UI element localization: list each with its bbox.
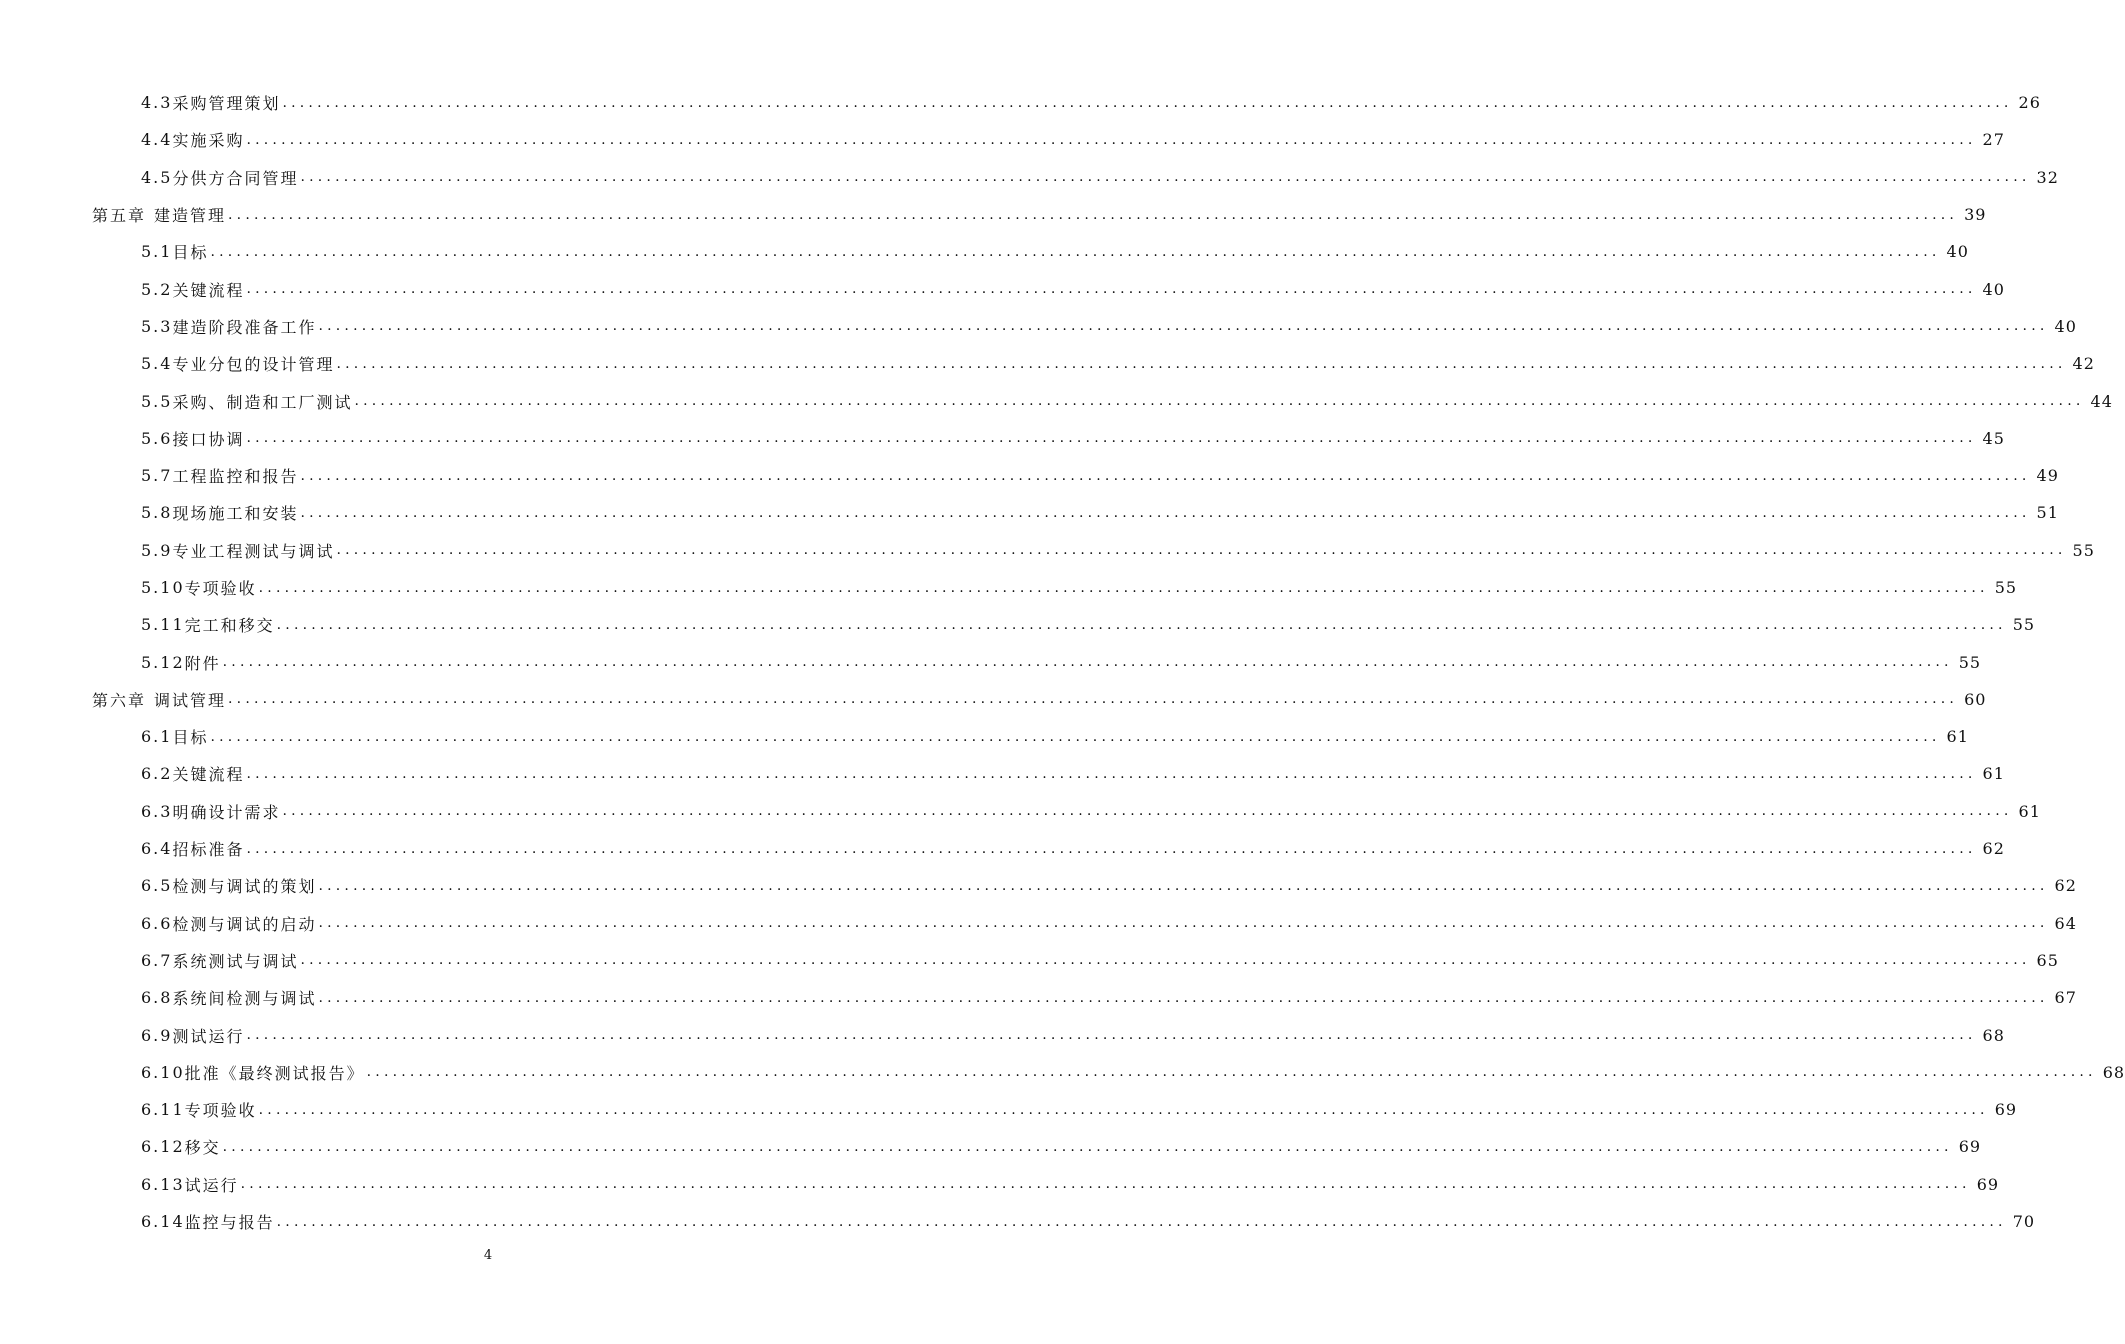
toc-dot-leader: ........................................................................................................................................................................................................ xyxy=(258,579,1989,596)
toc-entry-title: 检测与调试的启动 xyxy=(172,914,317,934)
toc-entry-number: 6.9 xyxy=(141,1025,173,1045)
toc-entry-page: 70 xyxy=(2012,1212,2036,1232)
toc-entry-page: 67 xyxy=(2054,988,2077,1008)
toc-entry-page: 44 xyxy=(2090,391,2113,411)
toc-entry-number: 6.14 xyxy=(141,1212,185,1232)
toc-entry-title: 附件 xyxy=(184,653,221,673)
toc-dot-leader: ........................................................................................................................................................................................................ xyxy=(240,1176,1971,1193)
toc-entry-title: 接口协调 xyxy=(172,429,245,449)
toc-entry-number: 6.1 xyxy=(141,727,173,747)
toc-dot-leader: ........................................................................................................................................................................................................ xyxy=(228,691,1959,708)
page-number: 4 xyxy=(483,1248,493,1263)
toc-dot-leader: ........................................................................................................................................................................................................ xyxy=(246,765,1977,782)
toc-entry-page: 55 xyxy=(2072,540,2095,560)
toc-entry-page: 55 xyxy=(1994,578,2018,597)
toc-dot-leader: ........................................................................................................................................................................................................ xyxy=(222,1138,1953,1155)
toc-entry-page: 55 xyxy=(1958,652,1982,672)
toc-entry-number: 5.7 xyxy=(141,466,173,486)
toc-dot-leader: ........................................................................................................................................................................................................ xyxy=(222,654,1953,671)
toc-entry-title: 采购、制造和工厂测试 xyxy=(172,392,353,412)
toc-entry-number: 4.5 xyxy=(141,167,173,187)
toc-entry-number: 6.12 xyxy=(141,1137,185,1157)
toc-entry-page: 61 xyxy=(2018,801,2041,821)
toc-section-entry[interactable] xyxy=(0,270,2005,307)
toc-dot-leader: ........................................................................................................................................................................................................ xyxy=(246,840,1977,857)
toc-section-entry[interactable] xyxy=(0,1128,1982,1165)
toc-entry-number: 5.1 xyxy=(141,242,173,262)
toc-entry-number: 6.4 xyxy=(141,839,173,859)
toc-section-entry[interactable] xyxy=(0,1054,2125,1091)
toc-entry-number: 6.13 xyxy=(141,1174,185,1194)
toc-dot-leader: ........................................................................................................................................................................................................ xyxy=(300,169,2031,186)
toc-section-entry[interactable] xyxy=(0,420,2005,457)
toc-entry-number: 第五章 xyxy=(92,206,147,226)
toc-entry-title: 监控与报告 xyxy=(184,1213,275,1233)
toc-entry-number: 6.11 xyxy=(141,1100,185,1120)
toc-section-entry[interactable] xyxy=(0,121,2005,158)
toc-section-entry[interactable] xyxy=(0,643,1982,680)
toc-entry-title: 实施采购 xyxy=(172,131,245,151)
toc-chapter-entry[interactable] xyxy=(0,196,1987,233)
toc-dot-leader: ........................................................................................................................................................................................................ xyxy=(336,355,2067,372)
toc-entry-number: 5.4 xyxy=(141,354,173,374)
toc-entry-page: 40 xyxy=(1946,242,1969,262)
toc-dot-leader: ........................................................................................................................................................................................................ xyxy=(318,318,2049,335)
toc-dot-leader: ........................................................................................................................................................................................................ xyxy=(276,1213,2007,1230)
toc-entry-title: 移交 xyxy=(184,1138,221,1158)
toc-entry-page: 62 xyxy=(2054,876,2077,896)
toc-dot-leader: ........................................................................................................................................................................................................ xyxy=(300,952,2031,969)
toc-entry-page: 26 xyxy=(2018,93,2041,113)
toc-dot-leader: ........................................................................................................................................................................................................ xyxy=(276,616,2007,633)
toc-entry-page: 51 xyxy=(2036,503,2059,523)
toc-section-entry[interactable] xyxy=(0,1016,2005,1053)
toc-section-entry[interactable] xyxy=(0,830,2005,867)
toc-entry-number: 5.11 xyxy=(141,615,185,635)
table-of-contents xyxy=(0,84,2125,1240)
toc-section-entry[interactable] xyxy=(0,457,2059,494)
toc-dot-leader: ........................................................................................................................................................................................................ xyxy=(300,504,2031,521)
toc-dot-leader: ........................................................................................................................................................................................................ xyxy=(354,393,2085,410)
toc-entry-page: 64 xyxy=(2054,913,2077,933)
toc-entry-title: 系统测试与调试 xyxy=(172,951,299,971)
toc-entry-page: 45 xyxy=(1982,428,2005,448)
toc-entry-number: 5.3 xyxy=(141,316,173,336)
toc-entry-page: 55 xyxy=(2012,615,2036,635)
toc-section-entry[interactable] xyxy=(0,867,2077,904)
toc-entry-number: 4.3 xyxy=(141,93,173,113)
toc-section-entry[interactable] xyxy=(0,718,1969,755)
toc-chapter-entry[interactable] xyxy=(0,681,1987,718)
toc-section-entry[interactable] xyxy=(0,793,2041,830)
toc-entry-title: 工程监控和报告 xyxy=(172,467,299,487)
toc-section-entry[interactable] xyxy=(0,905,2077,942)
toc-entry-page: 61 xyxy=(1946,727,1969,747)
toc-entry-number: 6.3 xyxy=(141,801,173,821)
toc-entry-number: 5.6 xyxy=(141,428,173,448)
toc-entry-title: 目标 xyxy=(172,728,209,748)
toc-entry-page: 68 xyxy=(1982,1025,2005,1045)
toc-entry-number: 6.10 xyxy=(141,1062,185,1082)
toc-entry-page: 69 xyxy=(1994,1100,2018,1120)
toc-entry-page: 69 xyxy=(1958,1137,1982,1157)
toc-entry-page: 62 xyxy=(1982,839,2005,859)
toc-dot-leader: ........................................................................................................................................................................................................ xyxy=(336,542,2067,559)
toc-entry-number: 6.7 xyxy=(141,950,173,970)
toc-section-entry[interactable] xyxy=(0,345,2095,382)
toc-entry-page: 32 xyxy=(2036,167,2059,187)
toc-entry-number: 6.8 xyxy=(141,988,173,1008)
toc-dot-leader: ........................................................................................................................................................................................................ xyxy=(210,243,1941,260)
toc-dot-leader: ........................................................................................................................................................................................................ xyxy=(228,206,1959,223)
toc-entry-title: 招标准备 xyxy=(172,840,245,860)
toc-dot-leader: ........................................................................................................................................................................................................ xyxy=(246,281,1977,298)
toc-section-entry[interactable] xyxy=(0,84,2041,121)
toc-dot-leader: ........................................................................................................................................................................................................ xyxy=(258,1101,1989,1118)
toc-entry-number: 5.10 xyxy=(141,578,185,597)
toc-entry-title: 检测与调试的策划 xyxy=(172,877,317,897)
toc-entry-page: 42 xyxy=(2072,354,2095,374)
toc-dot-leader: ........................................................................................................................................................................................................ xyxy=(246,1027,1977,1044)
toc-entry-title: 专业分包的设计管理 xyxy=(172,355,335,375)
toc-entry-page: 27 xyxy=(1982,130,2005,150)
toc-section-entry[interactable] xyxy=(0,494,2059,531)
toc-entry-number: 5.5 xyxy=(141,391,173,411)
toc-section-entry[interactable] xyxy=(0,979,2077,1016)
toc-entry-page: 40 xyxy=(2054,316,2077,336)
toc-entry-number: 6.6 xyxy=(141,913,173,933)
toc-entry-title: 系统间检测与调试 xyxy=(172,989,317,1009)
toc-dot-leader: ........................................................................................................................................................................................................ xyxy=(300,467,2031,484)
toc-entry-title: 调试管理 xyxy=(154,690,227,710)
toc-entry-title: 批准《最终测试报告》 xyxy=(184,1063,365,1083)
toc-entry-number: 5.9 xyxy=(141,540,173,560)
toc-entry-title: 测试运行 xyxy=(172,1026,245,1046)
toc-entry-page: 40 xyxy=(1982,279,2005,299)
toc-entry-title: 分供方合同管理 xyxy=(172,168,299,188)
toc-entry-title: 专项验收 xyxy=(184,1101,257,1121)
toc-section-entry[interactable] xyxy=(0,1203,2036,1240)
toc-section-entry[interactable] xyxy=(0,233,1969,270)
toc-entry-page: 68 xyxy=(2102,1062,2125,1082)
toc-dot-leader: ........................................................................................................................................................................................................ xyxy=(246,131,1977,148)
toc-section-entry[interactable] xyxy=(0,755,2005,792)
toc-dot-leader: ........................................................................................................................................................................................................ xyxy=(282,803,2013,820)
toc-entry-title: 目标 xyxy=(172,243,209,263)
toc-entry-title: 明确设计需求 xyxy=(172,802,281,822)
toc-entry-title: 专业工程测试与调试 xyxy=(172,541,335,561)
toc-entry-title: 采购管理策划 xyxy=(172,94,281,114)
toc-entry-number: 5.12 xyxy=(141,652,185,672)
toc-entry-number: 6.5 xyxy=(141,876,173,896)
toc-entry-title: 关键流程 xyxy=(172,765,245,785)
toc-dot-leader: ........................................................................................................................................................................................................ xyxy=(210,728,1941,745)
toc-entry-page: 65 xyxy=(2036,950,2059,970)
toc-section-entry[interactable] xyxy=(0,532,2095,569)
toc-entry-page: 61 xyxy=(1982,764,2005,784)
toc-section-entry[interactable] xyxy=(0,159,2059,196)
toc-entry-page: 60 xyxy=(1964,689,1987,709)
toc-entry-number: 5.8 xyxy=(141,503,173,523)
toc-entry-title: 关键流程 xyxy=(172,280,245,300)
toc-dot-leader: ........................................................................................................................................................................................................ xyxy=(318,877,2049,894)
toc-section-entry[interactable] xyxy=(0,606,2036,643)
toc-entry-title: 完工和移交 xyxy=(184,616,275,636)
toc-entry-number: 6.2 xyxy=(141,764,173,784)
toc-entry-page: 39 xyxy=(1964,205,1987,225)
toc-entry-title: 现场施工和安装 xyxy=(172,504,299,524)
toc-section-entry[interactable] xyxy=(0,1091,2018,1128)
toc-dot-leader: ........................................................................................................................................................................................................ xyxy=(246,430,1977,447)
toc-section-entry[interactable] xyxy=(0,1166,2000,1203)
toc-entry-number: 第六章 xyxy=(92,690,147,710)
toc-dot-leader: ........................................................................................................................................................................................................ xyxy=(282,94,2013,111)
toc-dot-leader: ........................................................................................................................................................................................................ xyxy=(318,915,2049,932)
toc-entry-title: 建造阶段准备工作 xyxy=(172,317,317,337)
toc-section-entry[interactable] xyxy=(0,569,2018,606)
toc-section-entry[interactable] xyxy=(0,308,2077,345)
toc-entry-title: 专项验收 xyxy=(184,579,257,598)
toc-section-entry[interactable] xyxy=(0,942,2059,979)
toc-entry-page: 49 xyxy=(2036,466,2059,486)
toc-entry-title: 试运行 xyxy=(184,1175,239,1195)
toc-entry-number: 4.4 xyxy=(141,130,173,150)
toc-entry-number: 5.2 xyxy=(141,279,173,299)
toc-entry-page: 69 xyxy=(1976,1174,2000,1194)
toc-dot-leader: ........................................................................................................................................................................................................ xyxy=(318,989,2049,1006)
toc-dot-leader: ........................................................................................................................................................................................................ xyxy=(366,1064,2097,1081)
toc-entry-title: 建造管理 xyxy=(154,206,227,226)
toc-section-entry[interactable] xyxy=(0,382,2113,419)
